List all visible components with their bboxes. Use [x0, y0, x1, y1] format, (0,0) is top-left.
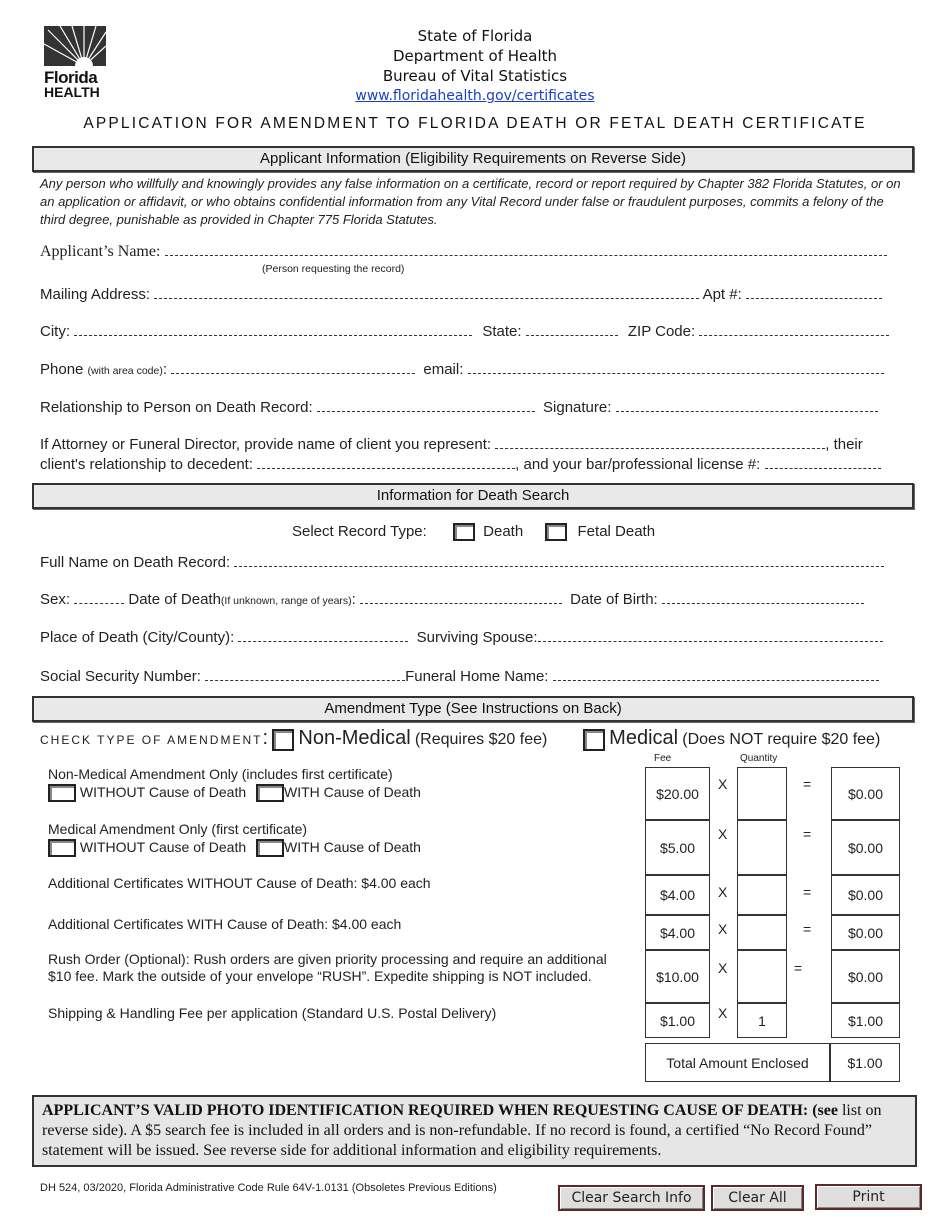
apt-label: Apt #: — [702, 286, 742, 303]
spouse-field[interactable] — [538, 628, 883, 642]
notice-bold: APPLICANT’S VALID PHOTO IDENTIFICATION REQUIRED WHEN REQUESTING CAUSE OF DEATH: (see — [42, 1102, 838, 1119]
record-type-label: Select Record Type: — [292, 523, 427, 540]
line-total: $0.00 — [831, 767, 900, 820]
fullname-label: Full Name on Death Record: — [40, 554, 231, 571]
state-label: State: — [482, 323, 522, 340]
quantity-input[interactable] — [737, 915, 787, 950]
quantity-input[interactable] — [737, 767, 787, 820]
line-total: $0.00 — [831, 915, 900, 950]
medical-with-cod-label: WITH Cause of Death — [284, 839, 421, 855]
death-option-label: Death — [483, 523, 524, 540]
total-enclosed-value: $1.00 — [830, 1043, 900, 1082]
ssn-row — [40, 667, 879, 685]
multiply-sign: X — [718, 921, 728, 937]
check-type-label: CHECK TYPE OF AMENDMENT — [40, 733, 263, 747]
medical-without-cod-checkbox[interactable] — [48, 839, 76, 857]
row-additional-without-label: Additional Certificates WITHOUT Cause of Death: $4.00 each — [48, 875, 431, 891]
non-medical-checkbox[interactable] — [272, 729, 294, 751]
line-total: $1.00 — [831, 1003, 900, 1038]
false-info-warning: Any person who willfully and knowingly provides any false information on a certificate, record or report required by Chapter 382 Florida Statutes, or on an application or affidavit, or who obtains confidential information from any Vital Record under false or fraudulent purposes, commits a felony of the third degree, punishable as provided in Chapter 775 Florida Statutes. — [40, 176, 901, 227]
header-department: Department of Health — [392, 47, 558, 65]
clear-all-button[interactable]: Clear All — [711, 1185, 804, 1211]
medical-without-cod-label: WITHOUT Cause of Death — [79, 839, 247, 855]
city-field[interactable] — [74, 322, 472, 336]
license-label: , and your bar/professional license #: — [515, 456, 761, 473]
equals-sign: = — [803, 826, 812, 842]
row-nonmedical-label: Non-Medical Amendment Only (includes first certificate) — [48, 766, 393, 782]
client-relationship-row — [40, 455, 881, 473]
clear-search-button[interactable]: Clear Search Info — [558, 1185, 705, 1211]
fee-column-header: Fee — [654, 753, 672, 764]
quantity-column-header: Quantity — [740, 753, 778, 764]
nonmedical-with-cod-label: WITH Cause of Death — [284, 784, 421, 800]
form-code: DH 524, 03/2020, Florida Administrative Code Rule 64V-1.0131 (Obsoletes Previous Editions) — [40, 1182, 497, 1194]
license-field[interactable] — [765, 455, 881, 469]
equals-sign: = — [803, 776, 812, 792]
medical-type-row — [583, 727, 880, 751]
amendment-type-row: CHECK TYPE OF AMENDMENT: Non-Medical (Requires $20 fee) — [40, 727, 547, 751]
death-checkbox[interactable] — [453, 523, 475, 541]
row-shipping-label: Shipping & Handling Fee per application (Standard U.S. Postal Delivery) — [48, 1005, 497, 1021]
dod-hint: (If unknown, range of years) — [220, 595, 352, 607]
relationship-label: Relationship to Person on Death Record: — [40, 399, 313, 416]
zip-field[interactable] — [699, 322, 889, 336]
sex-dod-row: Sex: Date of Death(If unknown, range of years): Date of Birth: — [40, 590, 864, 608]
dod-field[interactable] — [360, 590, 562, 604]
place-label: Place of Death (City/County): — [40, 629, 235, 646]
email-label: email: — [423, 361, 464, 378]
apt-field[interactable] — [746, 285, 882, 299]
form-title: APPLICATION FOR AMENDMENT TO FLORIDA DEATH OR FETAL DEATH CERTIFICATE — [83, 115, 867, 132]
header-state: State of Florida — [417, 27, 533, 45]
email-field[interactable] — [468, 360, 884, 374]
dob-field[interactable] — [662, 590, 864, 604]
ssn-label: Social Security Number: — [40, 668, 201, 685]
non-medical-label: Non-Medical — [298, 727, 411, 749]
applicant-name-field[interactable] — [165, 242, 887, 256]
row-medical-label: Medical Amendment Only (first certificate) — [48, 821, 308, 837]
multiply-sign: X — [718, 776, 728, 792]
fullname-field[interactable] — [234, 553, 884, 567]
notice-text: list on reverse side). A $5 search fee is included in all orders and is non-refundable. If no record is found, a certified “No Record Found” statement will be issued. See reverse side for additional information and eligibility requirements. — [42, 1102, 882, 1159]
photo-id-notice — [32, 1095, 917, 1167]
phone-row: Phone (with area code): email: — [40, 360, 884, 378]
equals-sign: = — [803, 884, 812, 900]
ssn-field[interactable] — [205, 667, 405, 681]
logo-text-health: HEALTH — [44, 84, 100, 100]
fee-cell: $4.00 — [645, 875, 710, 915]
signature-label: Signature: — [543, 399, 612, 416]
logo-text-florida: Florida — [44, 68, 98, 87]
their-label: , their — [825, 436, 863, 453]
nonmedical-with-cod-checkbox[interactable] — [256, 784, 284, 802]
mailing-row — [40, 285, 882, 303]
quantity-input[interactable] — [737, 950, 787, 1003]
non-medical-note: (Requires $20 fee) — [414, 731, 548, 748]
fee-cell: $10.00 — [645, 950, 710, 1003]
quantity-input[interactable] — [737, 875, 787, 915]
multiply-sign: X — [718, 1005, 728, 1021]
applicant-name-row — [40, 242, 887, 261]
place-row — [40, 628, 883, 646]
certificates-link[interactable]: www.floridahealth.gov/certificates — [355, 88, 595, 104]
spouse-label: Surviving Spouse: — [416, 629, 538, 646]
medical-note: (Does NOT require $20 fee) — [682, 731, 881, 748]
signature-field[interactable] — [616, 398, 878, 412]
fee-cell: $1.00 — [645, 1003, 710, 1038]
phone-field[interactable] — [171, 360, 415, 374]
medical-checkbox[interactable] — [583, 729, 605, 751]
record-type-row — [292, 523, 655, 541]
dob-label: Date of Birth: — [570, 591, 658, 608]
applicant-name-hint: (Person requesting the record) — [262, 263, 405, 275]
relationship-field[interactable] — [317, 398, 535, 412]
equals-sign: = — [803, 921, 812, 937]
client-relationship-label: client's relationship to decedent: — [40, 456, 253, 473]
quantity-input[interactable]: 1 — [737, 1003, 787, 1038]
phone-label: Phone — [40, 361, 84, 378]
phone-hint: (with area code) — [87, 365, 163, 377]
line-total: $0.00 — [831, 820, 900, 875]
applicant-name-label: Applicant’s Name: — [40, 243, 161, 260]
amendment-section-header: Amendment Type (See Instructions on Back) — [32, 696, 914, 722]
state-field[interactable] — [526, 322, 618, 336]
row-rush-label: Rush Order (Optional): Rush orders are given priority processing and require an additional — [48, 951, 607, 967]
death-search-section-header: Information for Death Search — [32, 483, 914, 509]
fullname-row — [40, 553, 884, 571]
equals-sign: = — [794, 960, 803, 976]
dod-label: Date of Death — [128, 591, 221, 608]
zip-label: ZIP Code: — [627, 323, 696, 340]
relationship-row — [40, 398, 878, 416]
multiply-sign: X — [718, 884, 728, 900]
line-total: $0.00 — [831, 950, 900, 1003]
header-bureau: Bureau of Vital Statistics — [382, 67, 568, 85]
sex-label: Sex: — [40, 591, 71, 608]
row-rush-label-2: $10 fee. Mark the outside of your envelope “RUSH”. Expedite shipping is NOT included. — [48, 968, 592, 984]
fee-cell: $20.00 — [645, 767, 710, 820]
multiply-sign: X — [718, 960, 728, 976]
fee-cell: $4.00 — [645, 915, 710, 950]
total-enclosed-label: Total Amount Enclosed — [645, 1043, 830, 1082]
quantity-input[interactable] — [737, 820, 787, 875]
client-name-field[interactable] — [495, 435, 825, 449]
city-label: City: — [40, 323, 70, 340]
row-nonmedical-options — [48, 784, 421, 802]
row-additional-with-label: Additional Certificates WITH Cause of Death: $4.00 each — [48, 916, 402, 932]
place-field[interactable] — [238, 628, 408, 642]
mailing-label: Mailing Address: — [40, 286, 151, 303]
fetal-death-checkbox[interactable] — [545, 523, 567, 541]
fee-cell: $5.00 — [645, 820, 710, 875]
city-row — [40, 322, 889, 340]
client-relationship-field[interactable] — [257, 455, 515, 469]
applicant-section-header: Applicant Information (Eligibility Requirements on Reverse Side) — [32, 146, 914, 172]
attorney-row — [40, 435, 863, 453]
multiply-sign: X — [718, 826, 728, 842]
line-total: $0.00 — [831, 875, 900, 915]
funeral-field[interactable] — [553, 667, 879, 681]
funeral-label: Funeral Home Name: — [405, 668, 549, 685]
row-medical-options — [48, 839, 421, 857]
attorney-label: If Attorney or Funeral Director, provide name of client you represent: — [40, 436, 492, 453]
nonmedical-without-cod-label: WITHOUT Cause of Death — [79, 784, 247, 800]
nonmedical-without-cod-checkbox[interactable] — [48, 784, 76, 802]
medical-with-cod-checkbox[interactable] — [256, 839, 284, 857]
sex-field[interactable] — [74, 590, 124, 604]
mailing-address-field[interactable] — [154, 285, 699, 299]
medical-label: Medical — [609, 727, 679, 749]
print-button[interactable]: Print — [815, 1184, 922, 1210]
fetal-death-option-label: Fetal Death — [577, 523, 656, 540]
